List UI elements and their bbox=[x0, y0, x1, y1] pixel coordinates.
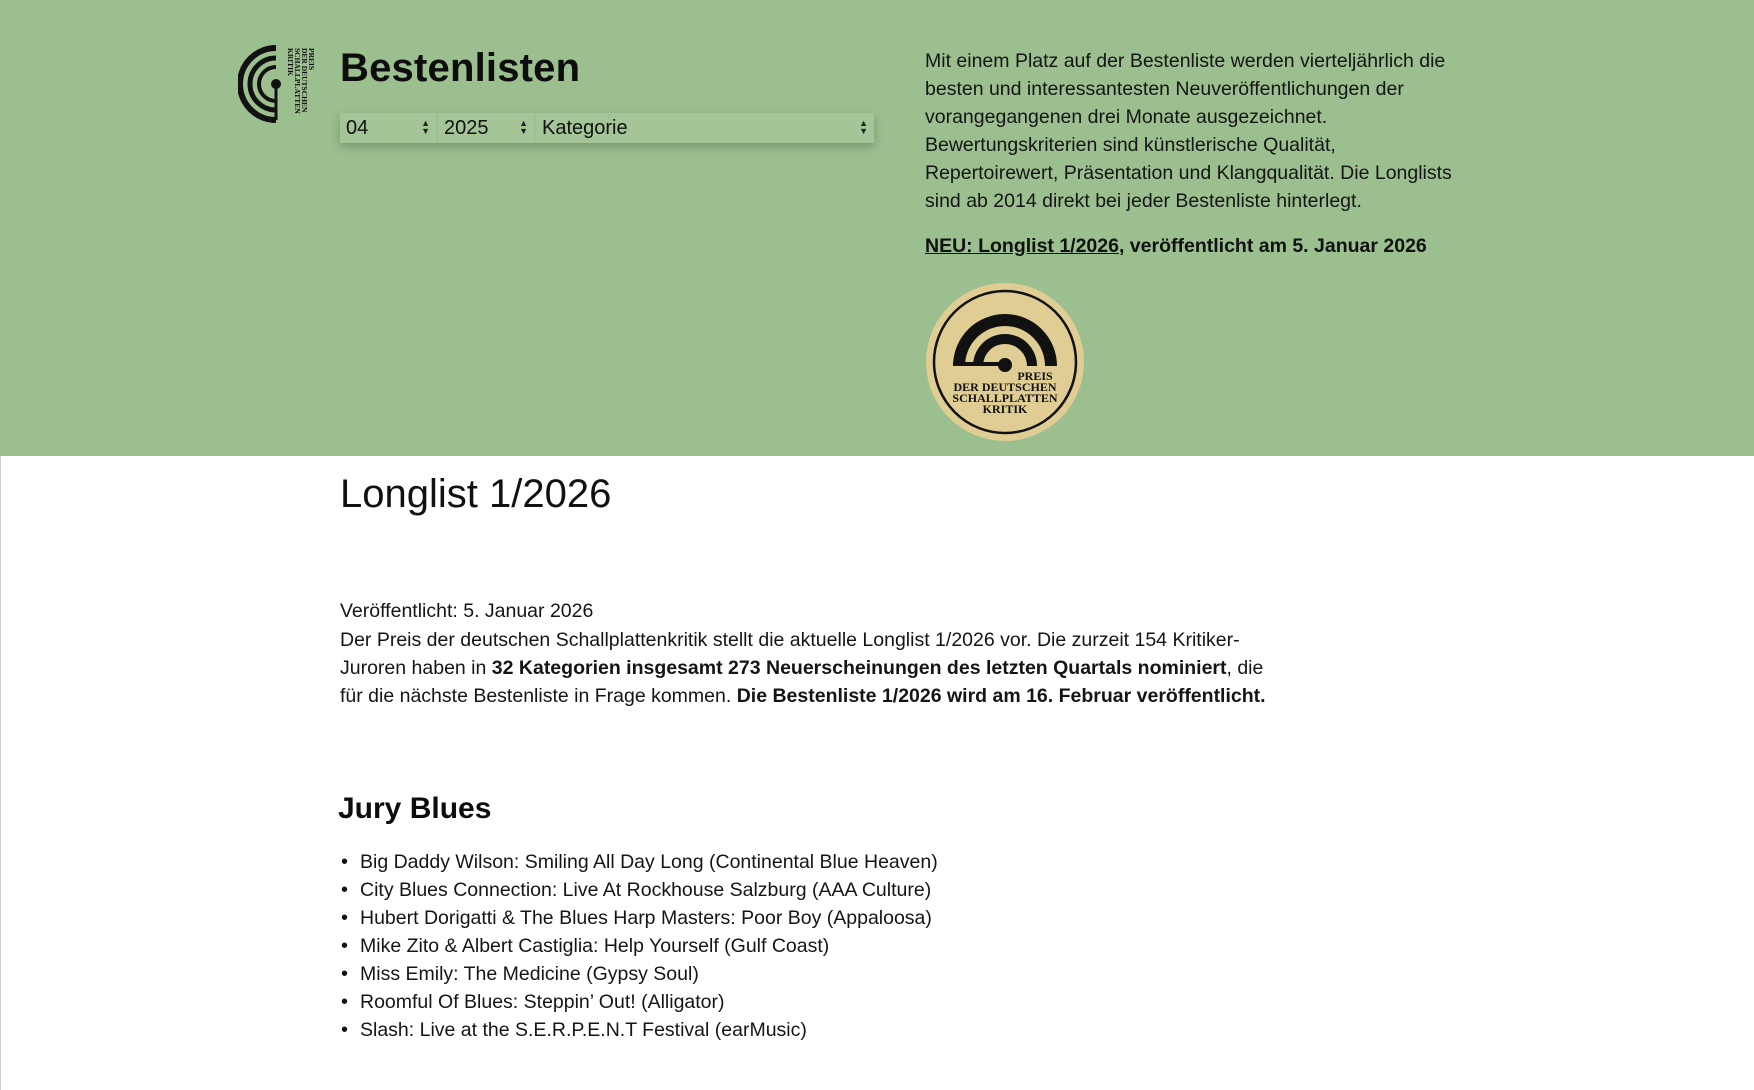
page-title: Longlist 1/2026 bbox=[340, 472, 612, 516]
logo-line-3: SCHALLPLATTEN bbox=[293, 48, 302, 114]
list-item: • Hubert Dorigatti & The Blues Harp Masters: Poor Boy (Appaloosa) bbox=[340, 904, 938, 932]
list-item: • Roomful Of Blues: Steppin’ Out! (Alligator) bbox=[340, 988, 938, 1016]
site-logo[interactable] bbox=[238, 42, 318, 124]
list-item: • Slash: Live at the S.E.R.P.E.N.T Festival (earMusic) bbox=[340, 1016, 938, 1044]
select-arrows-icon: ▲ ▼ bbox=[519, 118, 528, 136]
longlist-description bbox=[340, 626, 1270, 710]
category-select[interactable] bbox=[536, 113, 874, 143]
intro-text: Mit einem Platz auf der Bestenliste werden vierteljährlich die besten und interessantesten Neuveröffentlichungen der vorangegangenen drei Monate ausgezeichnet. Bewertungskriterien sind künstlerische Qualität, Repertoirewert, Präsentation und Klangqualität. Die Longlists sind ab 2014 direkt bei jeder Bestenliste hinterlegt. bbox=[925, 50, 1452, 212]
page-left-border bbox=[0, 456, 1, 1090]
seal-line-3: SCHALLPLATTEN bbox=[952, 391, 1058, 405]
seal-line-2: DER DEUTSCHEN bbox=[953, 380, 1057, 394]
nominee-list bbox=[340, 848, 938, 1044]
description-part-1: Der Preis der deutschen Schallplattenkritik stellt die aktuelle Longlist 1/2026 vor. Die zurzeit 154 Kritiker-Juroren haben in bbox=[340, 629, 1240, 679]
list-item: • Miss Emily: The Medicine (Gypsy Soul) bbox=[340, 960, 938, 988]
description-part-2: , die für die nächste Bestenliste in Frage kommen. bbox=[340, 657, 1264, 707]
longlist-news-link[interactable]: NEU: Longlist 1/2026 bbox=[925, 235, 1119, 257]
published-date: Veröffentlicht: 5. Januar 2026 bbox=[340, 600, 594, 622]
list-item: • Big Daddy Wilson: Smiling All Day Long (Continental Blue Heaven) bbox=[340, 848, 938, 876]
select-arrows-icon: ▲ ▼ bbox=[421, 118, 430, 136]
logo-line-1: PREIS bbox=[307, 48, 316, 71]
section-title-jury-blues: Jury Blues bbox=[338, 792, 492, 825]
seal-line-4: KRITIK bbox=[982, 402, 1028, 416]
month-select-value: 04 bbox=[346, 117, 369, 139]
category-select-value: Kategorie bbox=[542, 117, 628, 139]
description-highlight-1: 32 Kategorien insgesamt 273 Neuerscheinungen des letzten Quartals nominiert bbox=[491, 657, 1227, 679]
logo-line-4: KRITIK bbox=[286, 48, 295, 76]
logo-line-2: DER DEUTSCHEN bbox=[300, 48, 309, 113]
select-arrows-icon: ▲ ▼ bbox=[859, 118, 868, 136]
award-seal-icon bbox=[925, 282, 1085, 442]
year-select[interactable] bbox=[438, 113, 536, 143]
news-date: , veröffentlicht am 5. Januar 2026 bbox=[1118, 235, 1427, 257]
record-logo-icon bbox=[238, 42, 318, 124]
list-filters bbox=[340, 113, 874, 143]
list-item: • City Blues Connection: Live At Rockhouse Salzburg (AAA Culture) bbox=[340, 876, 938, 904]
award-seal bbox=[925, 282, 1085, 442]
list-item: • Mike Zito & Albert Castiglia: Help Yourself (Gulf Coast) bbox=[340, 932, 938, 960]
news-line bbox=[925, 235, 1485, 258]
year-select-value: 2025 bbox=[444, 117, 489, 139]
description-highlight-2: Die Bestenliste 1/2026 wird am 16. Februar veröffentlicht. bbox=[736, 685, 1266, 707]
seal-line-1: PREIS bbox=[1017, 369, 1053, 383]
month-select[interactable] bbox=[340, 113, 438, 143]
site-title[interactable]: Bestenlisten bbox=[340, 46, 581, 90]
